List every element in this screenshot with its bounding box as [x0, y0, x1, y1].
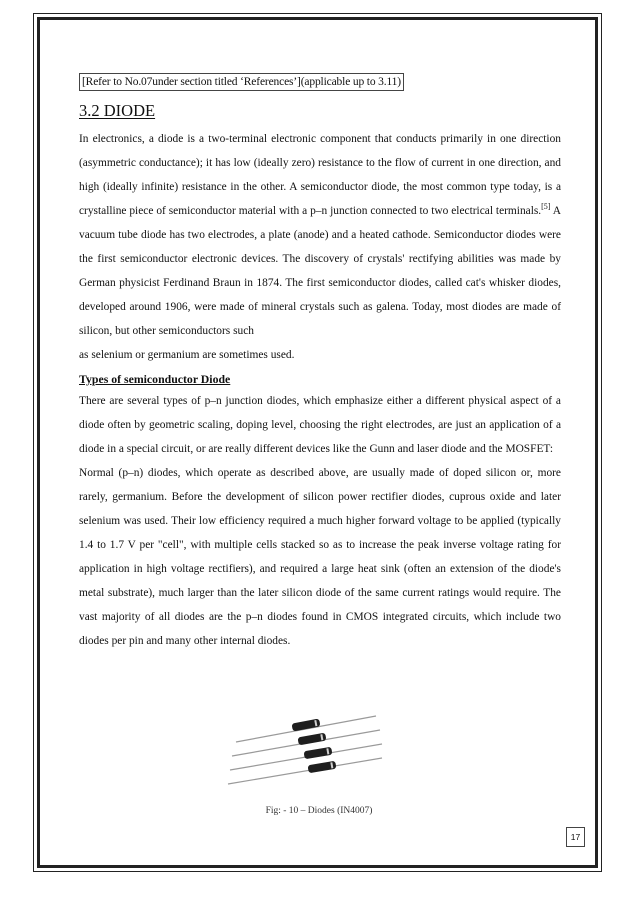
citation-link[interactable]: [5]	[541, 202, 551, 212]
intro-paragraph	[79, 127, 561, 343]
diode-figure-image	[226, 712, 384, 786]
reference-note: [Refer to No.07under section titled ‘References’](applicable up to 3.11)	[79, 73, 404, 91]
intro-paragraph-end: as selenium or germanium are sometimes used.	[79, 349, 295, 361]
section-heading: 3.2 DIODE	[79, 101, 156, 120]
intro-text-part2: A vacuum tube diode has two electrodes, a plate (anode) and a heated cathode. Semiconductor diodes were the first semiconductor electronic devices. The discovery of crystals' rectifying abilities was made by German physicist Ferdinand Braun in 1874. The first semiconductor diodes, called cat's whisker diodes, developed around 1906, were made of mineral crystals such as galena. Today, most diodes are made of silicon, but other semiconductors such	[79, 205, 561, 337]
types-heading: Types of semiconductor Diode	[79, 372, 231, 386]
intro-text-part1: In electronics, a diode is a two-terminal electronic component that conducts primarily in one direction (asymmetric conductance); it has low (ideally zero) resistance to the flow of current in one direction, and high (ideally infinite) resistance in the other. A semiconductor diode, the most common type today, is a crystalline piece of semiconductor material with a p–n junction connected to two electrical terminals.	[79, 133, 561, 217]
page-content	[79, 72, 561, 653]
figure-caption: Fig: - 10 – Diodes (IN4007)	[265, 806, 373, 816]
page-number: 17	[566, 827, 585, 847]
types-paragraph: There are several types of p–n junction diodes, which emphasize either a different physical aspect of a diode often by geometric scaling, doping level, choosing the right electrodes, are just an application of a diode in a special circuit, or are really different devices like the Gunn and laser diode and the MOSFET:	[79, 395, 561, 455]
normal-diodes-paragraph: Normal (p–n) diodes, which operate as described above, are usually made of doped silicon or, more rarely, germanium. Before the development of silicon power rectifier diodes, cuprous oxide and later selenium was used. Their low efficiency required a much higher forward voltage to be applied (typically 1.4 to 1.7 V per "cell", with multiple cells stacked so as to increase the peak inverse voltage rating for application in high voltage rectifiers), and required a large heat sink (often an extension of the diode's metal substrate), much larger than the later silicon diode of the same current ratings would require. The vast majority of all diodes are the p–n diodes found in CMOS integrated circuits, which include two diodes per pin and many other internal diodes.	[79, 467, 561, 647]
